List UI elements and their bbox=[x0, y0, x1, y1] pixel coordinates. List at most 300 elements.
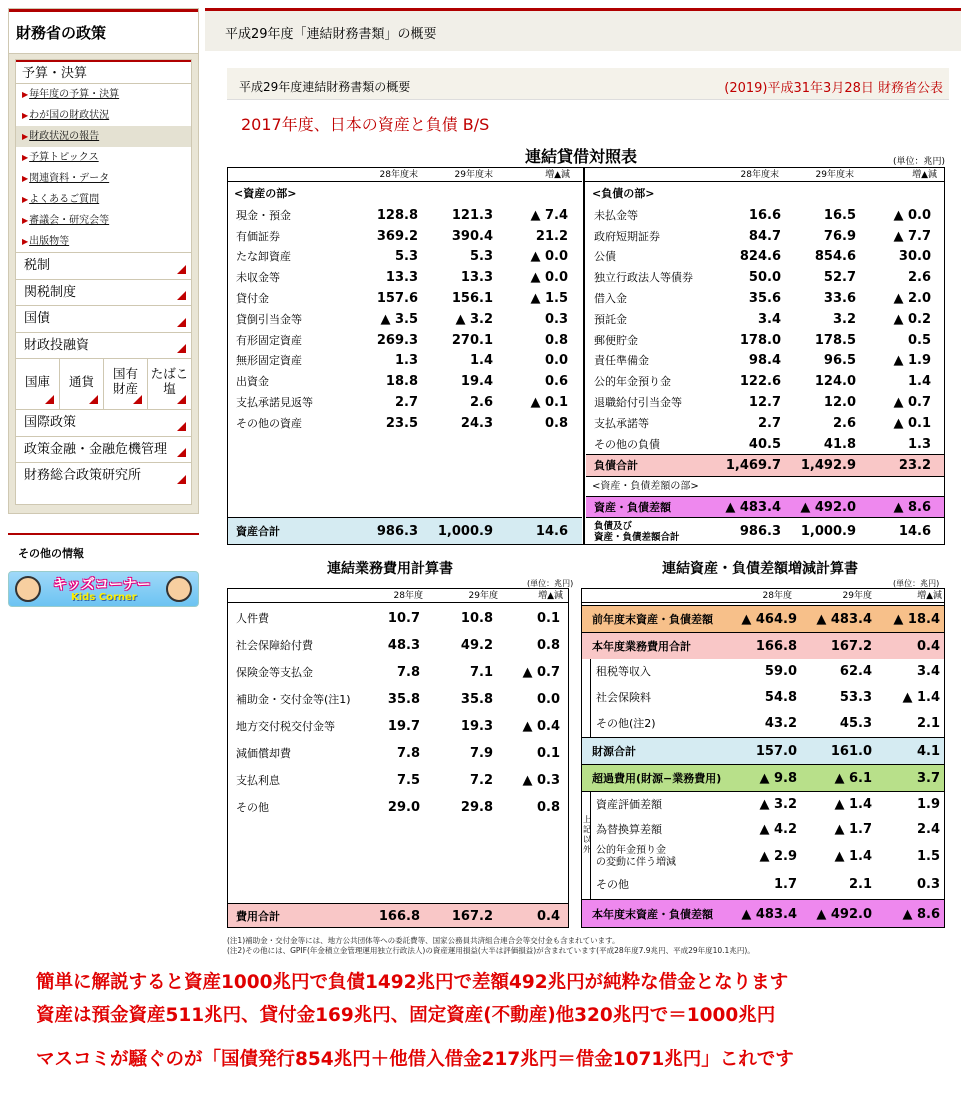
divider bbox=[8, 533, 199, 535]
table-row bbox=[228, 267, 582, 288]
value-cell: ▲ 0.7 bbox=[893, 395, 931, 410]
row-label: 未払金等 bbox=[594, 208, 638, 222]
row-label: 預託金 bbox=[594, 312, 627, 326]
value-cell: 269.3 bbox=[376, 332, 418, 348]
value-cell: 0.4 bbox=[536, 909, 560, 924]
column-header-row bbox=[228, 168, 582, 182]
sidebar-subitem[interactable] bbox=[16, 105, 191, 126]
sidebar-cell[interactable]: 国庫 bbox=[16, 359, 60, 409]
commentary-1: 簡単に解説すると資産1000兆円で負債1492兆円で差額492兆円が純粋な借金となります bbox=[36, 972, 789, 993]
main-content bbox=[227, 68, 949, 948]
value-cell: 1,000.9 bbox=[437, 524, 493, 539]
sidebar-subitem[interactable] bbox=[16, 189, 191, 210]
value-cell: 2.1 bbox=[916, 716, 940, 731]
column-header-row bbox=[582, 589, 945, 603]
row-label: 本年度業務費用合計 bbox=[592, 640, 691, 653]
value-cell: 19.7 bbox=[387, 719, 420, 734]
value-cell: ▲ 0.0 bbox=[530, 270, 568, 286]
value-cell: ▲ 2.0 bbox=[893, 291, 931, 306]
value-cell: 1.3 bbox=[907, 436, 931, 452]
grand-total-row bbox=[586, 517, 945, 545]
row-label: 責任準備金 bbox=[594, 354, 649, 368]
table-row bbox=[582, 632, 945, 659]
value-cell: 166.8 bbox=[755, 639, 797, 654]
triangle-right-icon: ▶ bbox=[22, 237, 29, 246]
value-cell: 5.3 bbox=[394, 249, 418, 265]
sidebar-item[interactable]: 国際政策 bbox=[16, 409, 191, 436]
row-label: 資産評価差額 bbox=[596, 798, 662, 811]
value-cell: 0.8 bbox=[544, 332, 568, 348]
value-cell: 23.2 bbox=[898, 458, 931, 473]
table-row bbox=[586, 413, 945, 434]
table-row bbox=[582, 764, 945, 791]
sidebar-item[interactable]: 財務総合政策研究所 bbox=[16, 462, 191, 489]
sidebar bbox=[8, 8, 199, 514]
sidebar-section-budget[interactable]: 予算・決算 bbox=[16, 60, 191, 84]
value-cell: 0.1 bbox=[536, 611, 560, 626]
table-row bbox=[228, 740, 569, 767]
triangle-right-icon: ▶ bbox=[22, 90, 29, 99]
value-cell: 0.8 bbox=[536, 638, 560, 653]
table-row bbox=[228, 371, 582, 392]
value-cell: 48.3 bbox=[387, 638, 420, 653]
value-cell: 12.7 bbox=[748, 395, 781, 410]
sidebar-subitem[interactable] bbox=[16, 126, 191, 147]
value-cell: 270.1 bbox=[451, 332, 493, 348]
value-cell: 76.9 bbox=[823, 228, 856, 244]
row-label: 未収金等 bbox=[236, 271, 280, 285]
row-label: 費用合計 bbox=[236, 910, 280, 923]
table-row bbox=[228, 413, 582, 434]
value-cell: 7.5 bbox=[396, 773, 420, 788]
value-cell: 3.4 bbox=[757, 311, 781, 327]
table-row bbox=[228, 686, 569, 713]
table-row bbox=[586, 434, 945, 455]
value-cell: 59.0 bbox=[764, 664, 797, 679]
value-cell: 986.3 bbox=[376, 524, 418, 539]
sidebar-item[interactable]: 国債 bbox=[16, 305, 191, 332]
sidebar-subitem-label: 予算トピックス bbox=[29, 152, 99, 163]
row-label: 無形固定資産 bbox=[236, 354, 302, 368]
balance-sheet-table bbox=[227, 167, 945, 545]
sidebar-item[interactable]: 関税制度 bbox=[16, 279, 191, 306]
value-cell: ▲ 7.7 bbox=[893, 228, 931, 244]
value-cell: 14.6 bbox=[898, 524, 931, 539]
value-cell: ▲ 9.8 bbox=[759, 771, 797, 786]
sidebar-subitem-label: 財政状況の報告 bbox=[29, 131, 100, 142]
sidebar-subitem[interactable] bbox=[16, 84, 191, 105]
table-row bbox=[228, 767, 569, 794]
row-label: 有形固定資産 bbox=[236, 333, 302, 347]
table-row bbox=[228, 659, 569, 686]
commentary-2: 資産は預金資産511兆円、貸付金169兆円、固定資産(不動産)他320兆円で＝1000兆円 bbox=[36, 1005, 776, 1026]
table-row bbox=[228, 288, 582, 309]
value-cell: 10.8 bbox=[460, 611, 493, 626]
value-cell: 53.3 bbox=[839, 690, 872, 705]
value-cell: ▲ 0.1 bbox=[893, 415, 931, 431]
value-cell: 3.4 bbox=[916, 664, 940, 679]
triangle-right-icon: ▶ bbox=[22, 195, 29, 204]
column-header: 28年度末 bbox=[740, 170, 779, 180]
diffcalc-unit: (単位：兆円) bbox=[893, 579, 940, 588]
row-label: 郵便貯金 bbox=[594, 333, 638, 347]
kid-face-icon bbox=[166, 576, 192, 602]
bs-table-title: 連結貸借対照表 bbox=[525, 147, 638, 166]
row-label: 超過費用(財源−業務費用) bbox=[592, 772, 722, 785]
value-cell: 0.6 bbox=[544, 374, 568, 390]
value-cell: ▲ 464.9 bbox=[741, 612, 797, 627]
value-cell: 166.8 bbox=[378, 909, 420, 924]
sidebar-cell[interactable]: 通貨 bbox=[60, 359, 104, 409]
column-header: 増▲減 bbox=[538, 591, 563, 601]
other-info-label: その他の情報 bbox=[18, 547, 84, 560]
value-cell: 2.6 bbox=[469, 395, 493, 410]
table-row bbox=[582, 659, 945, 685]
table-row bbox=[228, 713, 569, 740]
value-cell: ▲ 483.4 bbox=[741, 907, 797, 922]
value-cell: ▲ 8.6 bbox=[893, 500, 931, 515]
value-cell: 29.8 bbox=[460, 800, 493, 815]
table-row bbox=[228, 794, 569, 821]
table-row bbox=[228, 226, 582, 247]
cost-total-row bbox=[228, 903, 569, 928]
value-cell: 161.0 bbox=[830, 744, 872, 759]
value-cell: 13.3 bbox=[460, 270, 493, 286]
content-title: 平成29年度連結財務書類の概要 bbox=[239, 80, 411, 94]
column-header: 増▲減 bbox=[545, 170, 570, 180]
row-label: 地方交付税交付金等 bbox=[236, 720, 335, 733]
row-label: 公債 bbox=[594, 250, 616, 264]
liabilities-section-header: <負債の部> bbox=[592, 187, 655, 200]
row-label: 現金・預金 bbox=[236, 208, 291, 222]
sidebar-menu bbox=[15, 59, 192, 505]
value-cell: 43.2 bbox=[764, 716, 797, 731]
value-cell: ▲ 3.2 bbox=[759, 797, 797, 812]
row-label: 社会保険料 bbox=[596, 691, 651, 704]
table-row bbox=[228, 205, 582, 226]
column-header: 29年度 bbox=[468, 591, 498, 601]
table-row bbox=[582, 685, 945, 711]
value-cell: 33.6 bbox=[823, 291, 856, 306]
value-cell: ▲ 1.4 bbox=[902, 690, 940, 705]
value-cell: 18.8 bbox=[385, 374, 418, 390]
value-cell: 24.3 bbox=[460, 415, 493, 431]
value-cell: 157.6 bbox=[376, 291, 418, 306]
sidebar-cell[interactable]: 国有 財産 bbox=[104, 359, 148, 409]
table-row bbox=[586, 330, 945, 351]
value-cell: 0.1 bbox=[536, 746, 560, 761]
value-cell: 7.1 bbox=[469, 665, 493, 680]
row-label: その他 bbox=[236, 801, 269, 814]
other-items-side-label: 上記以外 bbox=[583, 815, 591, 854]
value-cell: 3.2 bbox=[832, 311, 856, 327]
assets-section-header: <資産の部> bbox=[234, 187, 297, 200]
row-label: 借入金 bbox=[594, 292, 627, 305]
sidebar-subitem-label: 毎年度の予算・決算 bbox=[29, 89, 120, 100]
value-cell: 1,492.9 bbox=[800, 458, 856, 473]
value-cell: 52.7 bbox=[823, 270, 856, 286]
value-cell: 167.2 bbox=[451, 909, 493, 924]
value-cell: 0.3 bbox=[916, 877, 940, 892]
diffcalc-table bbox=[581, 588, 945, 928]
value-cell: 854.6 bbox=[814, 249, 856, 265]
value-cell: ▲ 4.2 bbox=[759, 822, 797, 837]
value-cell: 45.3 bbox=[839, 716, 872, 731]
value-cell: 986.3 bbox=[739, 524, 781, 539]
value-cell: 21.2 bbox=[535, 228, 568, 244]
row-label: 政府短期証券 bbox=[594, 229, 660, 243]
table-row bbox=[582, 791, 945, 817]
sidebar-subitem[interactable] bbox=[16, 231, 191, 252]
table-row bbox=[586, 350, 945, 371]
table-row bbox=[228, 392, 582, 413]
diff-row bbox=[586, 496, 945, 517]
sidebar-title: 財務省の政策 bbox=[9, 9, 198, 54]
assets-total-row bbox=[228, 517, 582, 545]
column-header: 増▲減 bbox=[912, 170, 937, 180]
row-label: その他 bbox=[596, 878, 629, 891]
table-row bbox=[586, 205, 945, 226]
table-row bbox=[228, 246, 582, 267]
column-header: 28年度末 bbox=[379, 170, 418, 180]
indent-bar bbox=[590, 659, 591, 737]
table-row bbox=[228, 330, 582, 351]
value-cell: 84.7 bbox=[748, 228, 781, 244]
table-row bbox=[586, 288, 945, 309]
column-header-row bbox=[584, 168, 945, 182]
value-cell: 121.3 bbox=[451, 207, 493, 223]
row-label: 退職給付引当金等 bbox=[594, 396, 682, 409]
sidebar-subitem-label: 出版物等 bbox=[29, 236, 70, 247]
table-row bbox=[582, 737, 945, 764]
value-cell: 369.2 bbox=[376, 228, 418, 244]
value-cell: 1.9 bbox=[916, 797, 940, 812]
value-cell: 7.2 bbox=[469, 773, 493, 788]
value-cell: ▲ 0.4 bbox=[522, 719, 560, 734]
column-header-row bbox=[228, 589, 569, 603]
sidebar-subitem-label: わが国の財政状況 bbox=[29, 110, 110, 121]
value-cell: 156.1 bbox=[451, 291, 493, 306]
row-label: 社会保障給付費 bbox=[236, 639, 313, 652]
sidebar-item[interactable]: 税制 bbox=[16, 252, 191, 279]
value-cell: 128.8 bbox=[376, 207, 418, 223]
table-row bbox=[228, 350, 582, 371]
sidebar-cell[interactable]: たばこ 塩 bbox=[148, 359, 191, 409]
value-cell: 7.8 bbox=[396, 746, 420, 761]
row-label: 為替換算差額 bbox=[596, 823, 662, 836]
commentary-3: マスコミが騒ぐのが「国債発行854兆円＋他借入借金217兆円＝借金1071兆円」これです bbox=[36, 1049, 794, 1070]
sidebar-subitem-label: 関連資料・データ bbox=[29, 173, 110, 184]
table-row bbox=[582, 817, 945, 843]
liabilities-total-row bbox=[586, 454, 945, 476]
value-cell: ▲ 8.6 bbox=[902, 907, 940, 922]
value-cell: ▲ 0.7 bbox=[522, 665, 560, 680]
row-label: 租税等収入 bbox=[596, 665, 651, 678]
value-cell: 19.3 bbox=[460, 719, 493, 734]
value-cell: 16.6 bbox=[748, 207, 781, 223]
table-row bbox=[582, 711, 945, 737]
diffcalc-table-title: 連結資産・負債差額増減計算書 bbox=[662, 561, 858, 577]
value-cell: 30.0 bbox=[898, 249, 931, 265]
value-cell: 2.4 bbox=[916, 822, 940, 837]
column-header: 29年度 bbox=[842, 591, 872, 601]
bs-unit: (単位：兆円) bbox=[892, 157, 945, 167]
publish-date: (2019)平成31年3月28日 財務省公表 bbox=[724, 81, 943, 96]
value-cell: ▲ 1.9 bbox=[893, 353, 931, 369]
row-label: 減価償却費 bbox=[236, 747, 291, 760]
footnote-1: (注1)補助金・交付金等には、地方公共団体等への委託費等、国家公務員共済組合連合会等交付金も含まれています。 bbox=[227, 936, 620, 945]
value-cell: 62.4 bbox=[839, 664, 872, 679]
table-row bbox=[582, 899, 945, 928]
value-cell: ▲ 2.9 bbox=[759, 849, 797, 864]
row-label: 財源合計 bbox=[592, 745, 636, 758]
row-label: その他の負債 bbox=[594, 437, 660, 451]
value-cell: 96.5 bbox=[823, 353, 856, 369]
content-header bbox=[227, 68, 949, 100]
kids-title: キッズコーナー bbox=[53, 577, 151, 593]
column-header: 28年度 bbox=[393, 591, 423, 601]
table-row bbox=[586, 392, 945, 413]
row-label: たな卸資産 bbox=[236, 250, 291, 264]
value-cell: ▲ 0.2 bbox=[893, 311, 931, 327]
value-cell: 157.0 bbox=[755, 744, 797, 759]
row-label: 公的年金預り金 bbox=[594, 375, 671, 389]
sidebar-item[interactable]: 政策金融・金融危機管理 bbox=[16, 436, 191, 463]
value-cell: 824.6 bbox=[739, 249, 781, 265]
value-cell: 29.0 bbox=[387, 800, 420, 815]
value-cell: ▲ 0.0 bbox=[530, 249, 568, 265]
bs-heading: 2017年度、日本の資産と負債 B/S bbox=[241, 115, 490, 134]
value-cell: 3.7 bbox=[916, 771, 940, 786]
page-header bbox=[205, 8, 961, 51]
value-cell: 41.8 bbox=[823, 436, 856, 452]
value-cell: 2.7 bbox=[757, 415, 781, 431]
value-cell: ▲ 483.4 bbox=[725, 500, 781, 515]
sidebar-subitem[interactable] bbox=[16, 168, 191, 189]
row-label: 負債及び 資産・負債差額合計 bbox=[594, 521, 680, 543]
value-cell: 2.6 bbox=[907, 270, 931, 286]
value-cell: 13.3 bbox=[385, 270, 418, 286]
row-label: 人件費 bbox=[236, 612, 269, 625]
row-label: 保険金等支払金 bbox=[236, 666, 313, 679]
value-cell: 1.4 bbox=[469, 353, 493, 369]
value-cell: ▲ 3.2 bbox=[455, 311, 493, 327]
table-row bbox=[586, 246, 945, 267]
value-cell: ▲ 3.5 bbox=[380, 311, 418, 327]
sidebar-subitem[interactable] bbox=[16, 147, 191, 168]
table-row bbox=[228, 632, 569, 659]
value-cell: ▲ 492.0 bbox=[816, 907, 872, 922]
footnote-2: (注2)その他には、GPIF(年金積立金管理運用独立行政法人)の資産運用損益(大半は評価損益)が含まれています(平成28年度7.9兆円、平成29年度10.1兆円)。 bbox=[227, 946, 755, 955]
row-label: その他(注2) bbox=[596, 717, 656, 730]
sidebar-subitem-label: よくあるご質問 bbox=[29, 194, 100, 205]
diff-section-header: <資産・負債差額の部> bbox=[592, 481, 699, 492]
kids-corner-banner[interactable] bbox=[8, 571, 199, 607]
row-label: 出資金 bbox=[236, 375, 269, 389]
value-cell: 5.3 bbox=[469, 249, 493, 265]
value-cell: 7.9 bbox=[469, 746, 493, 761]
value-cell: 35.8 bbox=[387, 692, 420, 707]
value-cell: 122.6 bbox=[739, 374, 781, 390]
column-header: 29年度末 bbox=[815, 170, 854, 180]
value-cell: 167.2 bbox=[830, 639, 872, 654]
row-label: 支払利息 bbox=[236, 774, 280, 787]
value-cell: 0.8 bbox=[544, 415, 568, 431]
row-label: 補助金・交付金等(注1) bbox=[236, 693, 351, 706]
footnotes bbox=[227, 936, 957, 956]
triangle-right-icon: ▶ bbox=[22, 111, 29, 120]
column-header: 29年度末 bbox=[454, 170, 493, 180]
row-label: 支払承諾見返等 bbox=[236, 396, 313, 409]
triangle-right-icon: ▶ bbox=[22, 132, 29, 141]
value-cell: 23.5 bbox=[385, 415, 418, 431]
sidebar-subitem[interactable] bbox=[16, 210, 191, 231]
value-cell: 0.4 bbox=[916, 639, 940, 654]
row-label: 本年度末資産・負債差額 bbox=[592, 908, 713, 921]
value-cell: ▲ 0.1 bbox=[530, 395, 568, 410]
row-label: 負債合計 bbox=[594, 459, 638, 472]
kid-face-icon bbox=[15, 576, 41, 602]
value-cell: 2.6 bbox=[832, 415, 856, 431]
column-header: 28年度 bbox=[762, 591, 792, 601]
table-row bbox=[228, 605, 569, 632]
column-header: 増▲減 bbox=[917, 591, 942, 601]
row-label: 前年度末資産・負債差額 bbox=[592, 613, 713, 626]
value-cell: 124.0 bbox=[814, 374, 856, 390]
value-cell: ▲ 1.7 bbox=[834, 822, 872, 837]
row-label: 独立行政法人等債券 bbox=[594, 271, 693, 285]
value-cell: 49.2 bbox=[460, 638, 493, 653]
table-row bbox=[586, 371, 945, 392]
value-cell: ▲ 6.1 bbox=[834, 771, 872, 786]
value-cell: ▲ 0.0 bbox=[893, 207, 931, 223]
table-row bbox=[586, 309, 945, 330]
table-row bbox=[586, 226, 945, 247]
value-cell: ▲ 1.5 bbox=[530, 291, 568, 306]
value-cell: 4.1 bbox=[916, 744, 940, 759]
table-row bbox=[586, 267, 945, 288]
sidebar-item[interactable]: 財政投融資 bbox=[16, 332, 191, 359]
value-cell: 7.8 bbox=[396, 665, 420, 680]
cost-table bbox=[227, 588, 569, 928]
sidebar-subitem-label: 審議会・研究会等 bbox=[29, 215, 110, 226]
triangle-right-icon: ▶ bbox=[22, 174, 29, 183]
value-cell: 98.4 bbox=[748, 353, 781, 369]
value-cell: 35.6 bbox=[748, 291, 781, 306]
value-cell: ▲ 1.4 bbox=[834, 849, 872, 864]
row-label: 貸付金 bbox=[236, 292, 269, 305]
value-cell: 1.7 bbox=[773, 877, 797, 892]
value-cell: 50.0 bbox=[748, 270, 781, 286]
value-cell: 2.1 bbox=[848, 877, 872, 892]
value-cell: 40.5 bbox=[748, 436, 781, 452]
value-cell: ▲ 492.0 bbox=[800, 500, 856, 515]
value-cell: 0.5 bbox=[907, 332, 931, 348]
value-cell: 0.3 bbox=[544, 311, 568, 327]
value-cell: ▲ 1.4 bbox=[834, 797, 872, 812]
value-cell: ▲ 483.4 bbox=[816, 612, 872, 627]
value-cell: 0.0 bbox=[536, 692, 560, 707]
table-row bbox=[228, 309, 582, 330]
value-cell: 2.7 bbox=[394, 395, 418, 410]
row-label: 資産合計 bbox=[236, 525, 280, 538]
value-cell: 19.4 bbox=[460, 374, 493, 390]
triangle-right-icon: ▶ bbox=[22, 216, 29, 225]
value-cell: 10.7 bbox=[387, 611, 420, 626]
value-cell: 35.8 bbox=[460, 692, 493, 707]
value-cell: ▲ 18.4 bbox=[893, 612, 940, 627]
value-cell: 1,000.9 bbox=[800, 524, 856, 539]
